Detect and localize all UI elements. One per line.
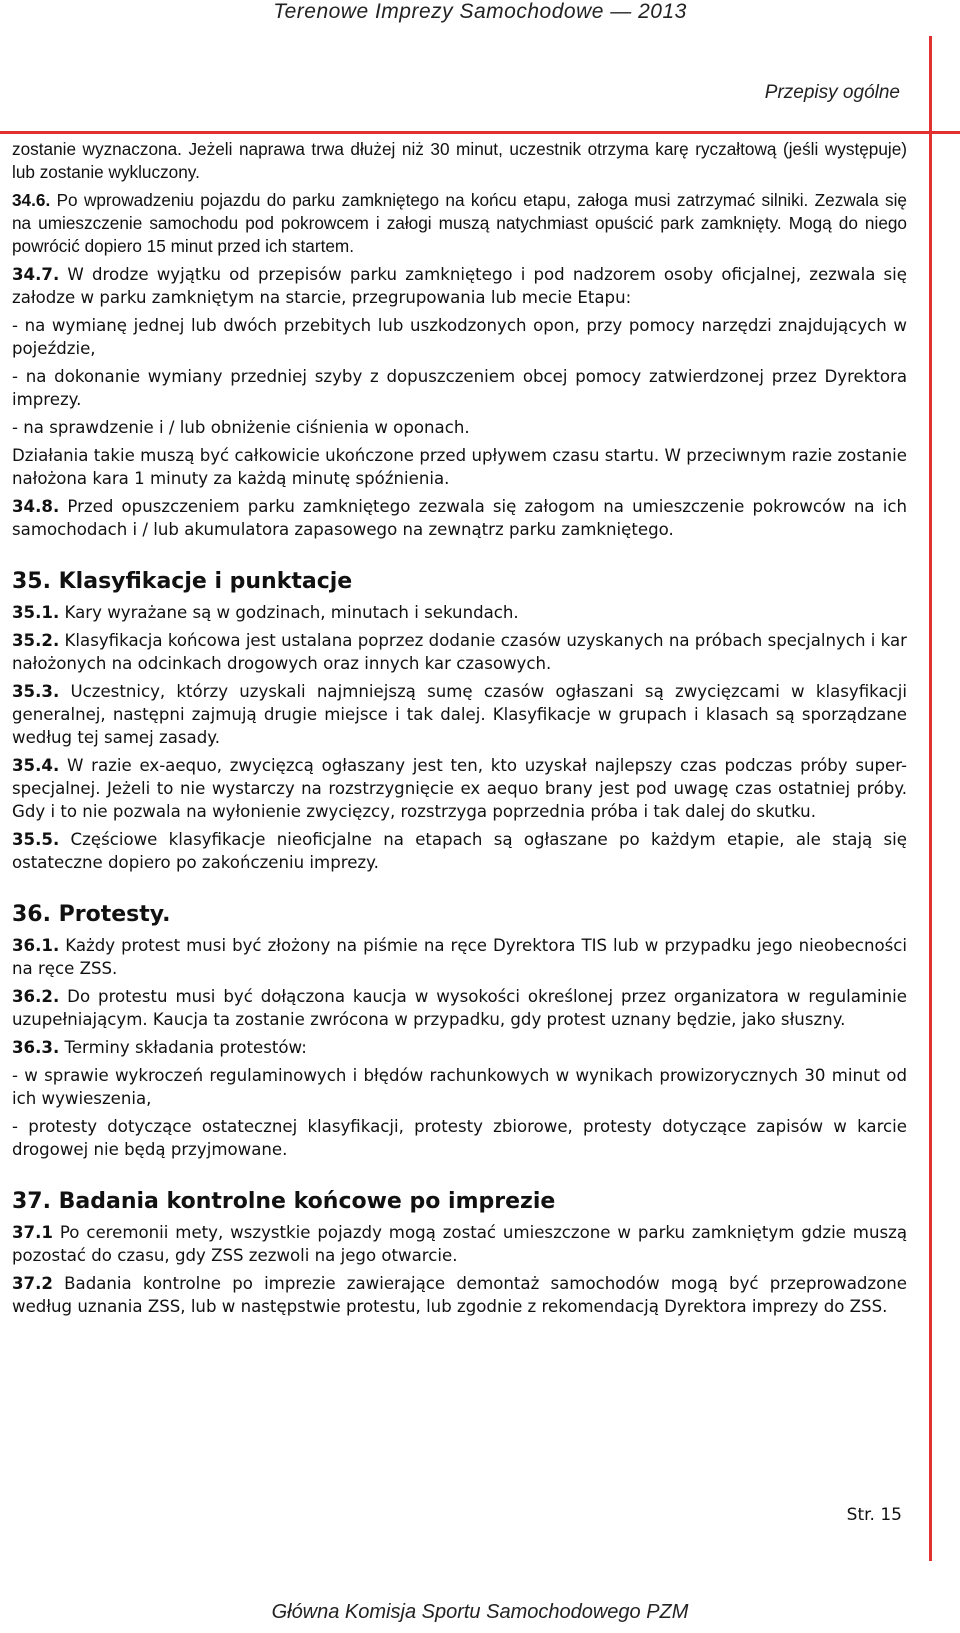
header-section: Przepisy ogólne (764, 82, 900, 103)
margin-rule (929, 36, 932, 1561)
header-title: Terenowe Imprezy Samochodowe — 2013 (273, 0, 687, 23)
paragraph-35-3: 35.3. Uczestnicy, którzy uzyskali najmniejszą sumę czasów ogłaszani są zwycięzcami w klasyfikacji generalnej, następni zajmują drugie miejsce i tak dalej. Klasyfikacje w grupach i klasach są sporządzane według tej samej zasady. (12, 682, 907, 747)
paragraph-35-4: 35.4. W razie ex-aequo, zwycięzcą ogłaszany jest ten, kto uzyskał najlepszy czas podczas próby super-specjalnej. Jeżeli to nie wystarczy na rozstrzygnięcie ex aequo brany jest pod uwagę czas ostatniej próby. Gdy i to nie pozwala na wyłonienie zwycięzcy, rozstrzyga poprzednia próba i tak dalej do skutku. (12, 756, 907, 821)
paragraph-36-3: 36.3. Terminy składania protestów: (12, 1038, 307, 1057)
paragraph-37-1: 37.1 Po ceremonii mety, wszystkie pojazdy mogą zostać umieszczone w parku zamkniętym gdzie muszą pozostać do czasu, gdy ZSS zezwoli na jego otwarcie. (12, 1223, 907, 1265)
page-number: Str. 15 (846, 1505, 902, 1525)
paragraph-36-2: 36.2. Do protestu musi być dołączona kaucja w wysokości określonej przez organizatora w regulaminie uzupełniającym. Kaucja ta zostanie zwrócona w przypadku, gdy protest uznany będzie, jako słuszny. (12, 987, 907, 1029)
paragraph: zostanie wyznaczona. Jeżeli naprawa trwa dłużej niż 30 minut, uczestnik otrzyma karę ryczałtową (jeśli występuje) lub zostanie wykluczony. (12, 139, 907, 182)
list-item: - w sprawie wykroczeń regulaminowych i błędów rachunkowych w wynikach prowizorycznych 30 minut od ich wywieszenia, (12, 1066, 907, 1108)
list-item: - protesty dotyczące ostatecznej klasyfikacji, protesty zbiorowe, protesty dotyczące zapisów w karcie drogowej nie będą przyjmowane. (12, 1117, 907, 1159)
section-heading-35: 35. Klasyfikacje i punktacje (12, 569, 353, 594)
section-heading-37: 37. Badania kontrolne końcowe po imprezie (12, 1189, 556, 1214)
list-item: - na sprawdzenie i / lub obniżenie ciśnienia w oponach. (12, 418, 470, 437)
paragraph: Działania takie muszą być całkowicie ukończone przed upływem czasu startu. W przeciwnym razie zostanie nałożona kara 1 minuty za każdą minutę spóźnienia. (12, 446, 907, 488)
footer-organization: Główna Komisja Sportu Samochodowego PZM (271, 1601, 689, 1623)
paragraph-35-5: 35.5. Częściowe klasyfikacje nieoficjalne na etapach są ogłaszane po każdym etapie, ale stają się ostateczne dopiero po zakończeniu imprezy. (12, 830, 907, 872)
header-rule (0, 131, 960, 134)
paragraph-36-1: 36.1. Każdy protest musi być złożony na piśmie na ręce Dyrektora TIS lub w przypadku jego nieobecności na ręce ZSS. (12, 936, 907, 978)
document-body (12, 138, 907, 1323)
paragraph-34-8: 34.8. Przed opuszczeniem parku zamkniętego zezwala się załogom na umieszczenie pokrowców na ich samochodach i / lub akumulatora zapasowego na zewnątrz parku zamkniętego. (12, 497, 907, 539)
list-item: - na dokonanie wymiany przedniej szyby z dopuszczeniem obcej pomocy zatwierdzonej przez Dyrektora imprezy. (12, 367, 907, 409)
list-item: - na wymianę jednej lub dwóch przebitych lub uszkodzonych opon, przy pomocy narzędzi znajdujących w pojeździe, (12, 316, 907, 358)
paragraph-37-2: 37.2 Badania kontrolne po imprezie zawierające demontaż samochodów mogą być przeprowadzone według uznania ZSS, lub w następstwie protestu, lub zgodnie z rekomendacją Dyrektora imprezy do ZSS. (12, 1274, 907, 1316)
section-heading-36: 36. Protesty. (12, 902, 171, 927)
paragraph-34-7: 34.7. W drodze wyjątku od przepisów parku zamkniętego i pod nadzorem osoby oficjalnej, zezwala się załodze w parku zamkniętym na starcie, przegrupowania lub mecie Etapu: (12, 265, 907, 307)
paragraph-35-1: 35.1. Kary wyrażane są w godzinach, minutach i sekundach. (12, 603, 519, 622)
paragraph-35-2: 35.2. Klasyfikacja końcowa jest ustalana poprzez dodanie czasów uzyskanych na próbach specjalnych i kar nałożonych na odcinkach drogowych oraz innych kar czasowych. (12, 631, 907, 673)
paragraph-34-6: 34.6. Po wprowadzeniu pojazdu do parku zamkniętego na końcu etapu, załoga musi zatrzymać silniki. Zezwala się na umieszczenie samochodu pod pokrowcem i załogi muszą natychmiast opuścić park zamknięty. Mogą do niego powrócić dopiero 15 minut przed ich startem. (12, 190, 907, 256)
